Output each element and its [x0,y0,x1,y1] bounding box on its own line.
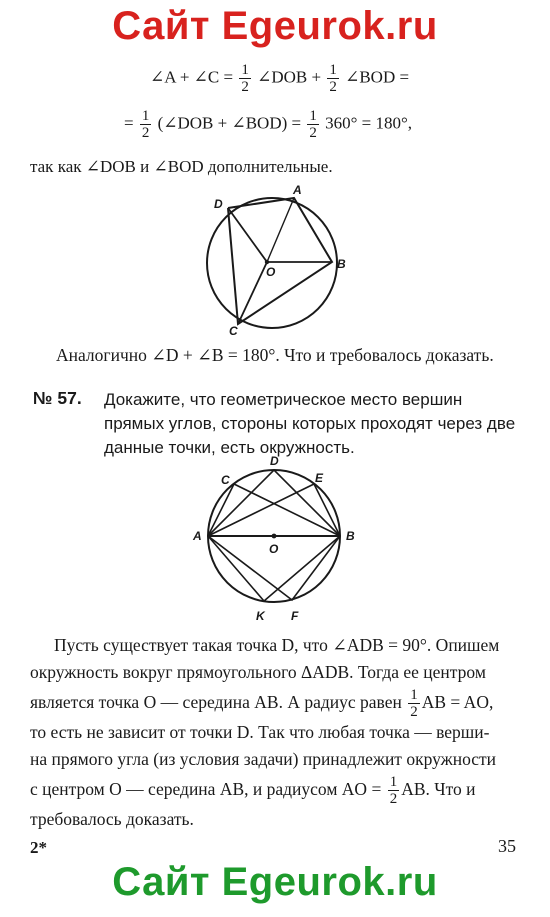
eq1-mid: ∠DOB + [257,67,326,87]
fig2-label-C: C [221,473,230,487]
eq1-fraction-1: $\frac{1}{2}$ [241,62,249,95]
fig2-angle-aeb [208,484,340,536]
fig1-segment-oa [267,198,294,262]
fig1-label-O: O [266,265,276,279]
fig2-label-K: K [256,609,265,623]
fig2-label-O: O [269,542,279,556]
fig2-angle-acb [208,484,340,536]
fig2-label-E: E [315,471,324,485]
fig1-circle [207,198,337,328]
eq2-fraction-2: $\frac{1}{2}$ [309,108,317,141]
equation-line-2 [124,108,412,141]
eq2-mid: (∠DOB + ∠BOD) = [157,113,306,133]
fig1-label-B: B [337,257,346,271]
equation-line-3: так как ∠DOB и ∠BOD дополнительные. [30,157,333,176]
fig2-label-B: B [346,529,355,543]
fig2-center-point [272,534,277,539]
conclusion-1: Аналогично ∠D + ∠B = 180°. Что и требовалось доказать. [56,345,494,365]
solution-line-7: требовалось доказать. [30,809,194,829]
fig1-label-D: D [214,197,223,211]
eq1-fraction-2: $\frac{1}{2}$ [329,62,337,95]
solution-line-4: то есть не зависит от точки D. Так что любая точка — верши- [30,722,490,742]
watermark-bottom: Сайт Egeurok.ru [112,860,438,904]
fig1-center-point [265,260,269,264]
solution-line-6: с центром O — середина AB, и радиусом AO = $\frac{1}{2}$ AB. Что и [30,774,476,808]
fig1-label-C: C [229,324,238,338]
figure-right-angles-circle [188,452,368,628]
task-number: № 57. [33,388,82,408]
fig2-label-A: A [193,529,202,543]
watermark-top: Сайт Egeurok.ru [112,4,438,48]
fig1-label-A: A [293,183,302,197]
eq1-lhs: ∠A + ∠C = [150,67,238,87]
solution-paragraph [30,632,530,833]
fig2-label-D: D [270,454,279,468]
fig2-label-F: F [291,609,299,623]
solution-line-2: окружность вокруг прямоугольного ΔADB. Тогда ее центром [30,662,486,682]
eq2-start: = [124,113,138,133]
solution-line-1: Пусть существует такая точка D, что ∠ADB = 90°. Опишем [54,635,500,655]
equation-line-1 [150,62,409,95]
solution-fraction-2: $\frac{1}{2}$ [389,774,398,808]
figure-inscribed-quadrilateral [190,180,360,340]
solution-line-3: является точка O — середина AB. А радиус равен $\frac{1}{2}$ AB = AO, [30,687,494,721]
page-number: 35 [498,836,516,856]
task-statement: Докажите, что геометрическое место вершин прямых углов, стороны которых проходят через две данные точки, есть окружность. [104,390,516,457]
eq1-end: ∠BOD = [345,67,410,87]
solution-fraction-1: $\frac{1}{2}$ [410,687,418,721]
eq2-end: 360° = 180°, [325,113,413,133]
eq2-fraction-1: $\frac{1}{2}$ [141,108,150,141]
footer-signature-mark: 2* [30,838,47,857]
solution-line-5: на прямого угла (из условия задачи) принадлежит окружности [30,749,497,769]
